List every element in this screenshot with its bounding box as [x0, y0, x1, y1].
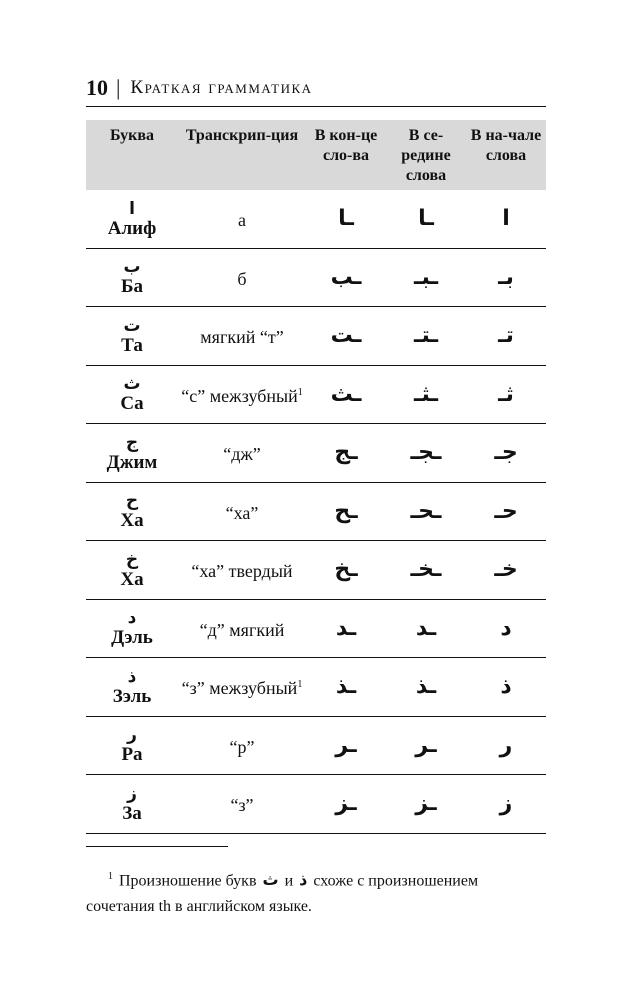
transcription: “р” [229, 736, 255, 757]
letter-name: Алиф [107, 217, 157, 239]
footnote-text-before: Произношение букв [119, 872, 257, 890]
medial-form: ـر [415, 732, 437, 758]
transcription-cell [178, 323, 306, 348]
letter-name: Ха [120, 510, 144, 532]
running-header [86, 70, 546, 107]
arabic-letter: ر [127, 725, 137, 746]
letter-name: За [122, 802, 142, 824]
initial-form: بـ [498, 264, 514, 290]
transcription: мягкий “т” [200, 327, 284, 348]
footnote-letter-zel: ذ [299, 870, 308, 890]
footnote [86, 864, 548, 920]
letter-cell [86, 199, 178, 239]
header-initial: В на-чале слова [470, 127, 542, 164]
arabic-letter: ج [125, 432, 139, 453]
initial-form: ثـ [498, 381, 514, 407]
transcription-cell [178, 791, 306, 816]
transcription: “ха” [225, 502, 259, 523]
table-row [86, 717, 546, 776]
medial-form: ـز [415, 791, 437, 817]
footnote-text-after: схоже с произношением сочетания th в английском языке. [86, 872, 479, 916]
footnote-rule [86, 846, 228, 847]
table-row [86, 307, 546, 366]
transcription-cell [178, 440, 306, 465]
final-form: ـث [330, 381, 362, 407]
arabic-letter: ث [123, 374, 141, 395]
initial-form: ا [502, 206, 510, 232]
letter-cell [86, 491, 178, 531]
transcription: б [237, 268, 247, 289]
alphabet-table [86, 120, 546, 834]
header-final: В кон-це сло-ва [314, 127, 378, 164]
letter-name: Дэль [111, 627, 153, 649]
table-row [86, 249, 546, 308]
initial-form: ز [499, 791, 513, 817]
arabic-letter: ب [123, 257, 141, 278]
transcription: а [238, 210, 246, 231]
final-form: ـج [334, 440, 358, 466]
letter-name: Ра [121, 744, 143, 766]
table-row [86, 190, 546, 249]
final-form: ـد [335, 615, 357, 641]
medial-form: ـبـ [413, 264, 439, 290]
table-row [86, 658, 546, 717]
arabic-letter: ز [127, 783, 137, 804]
transcription: “з” межзубный [181, 678, 298, 699]
arabic-letter: ذ [127, 666, 137, 687]
letter-name: Ха [120, 568, 144, 590]
initial-form: حـ [494, 498, 518, 524]
initial-form: جـ [494, 440, 518, 466]
table-row [86, 541, 546, 600]
letter-cell [86, 725, 178, 765]
letter-name: Зэль [112, 685, 152, 707]
header-medial: В се-редине слова [401, 127, 451, 184]
transcription-cell [178, 674, 306, 699]
transcription-cell [178, 265, 306, 290]
table-header [86, 120, 546, 190]
transcription: “дж” [223, 444, 261, 465]
transcription-cell [178, 206, 306, 231]
table-row [86, 600, 546, 659]
medial-form: ـثـ [413, 381, 439, 407]
medial-form: ـجـ [410, 440, 442, 466]
table-body [86, 190, 546, 834]
initial-form: خـ [494, 557, 518, 583]
initial-form: ذ [500, 674, 512, 700]
final-form: ـب [330, 264, 362, 290]
final-form: ـت [330, 323, 362, 349]
footnote-mark: 1 [108, 871, 113, 882]
initial-form: د [500, 615, 512, 641]
letter-name: Та [121, 334, 143, 356]
final-form: ـا [338, 206, 354, 232]
transcription: “з” [230, 795, 254, 816]
transcription-cell [178, 499, 306, 524]
footnote-letter-sa: ث [262, 870, 279, 890]
letter-cell [86, 667, 178, 707]
medial-form: ـد [415, 615, 437, 641]
letter-name: Ба [120, 276, 144, 298]
transcription-cell [178, 382, 306, 407]
footnote-conj: и [284, 872, 294, 890]
letter-cell [86, 433, 178, 473]
letter-cell [86, 608, 178, 648]
header-letter: Буква [109, 127, 155, 144]
initial-form: ر [499, 732, 513, 758]
arabic-letter: د [127, 608, 137, 629]
header-separator: | [116, 75, 121, 100]
transcription-cell [178, 616, 306, 641]
final-form: ـر [335, 732, 357, 758]
footnote-ref: 1 [297, 679, 303, 691]
letter-cell [86, 257, 178, 297]
table-row [86, 775, 546, 834]
table-row [86, 424, 546, 483]
letter-name: Са [120, 393, 144, 415]
final-form: ـذ [335, 674, 357, 700]
table-row [86, 483, 546, 542]
medial-form: ـا [418, 206, 434, 232]
medial-form: ـتـ [413, 323, 439, 349]
letter-cell [86, 316, 178, 356]
arabic-letter: ح [125, 491, 139, 512]
transcription: “д” мягкий [199, 619, 285, 640]
table-row [86, 366, 546, 425]
medial-form: ـحـ [410, 498, 442, 524]
transcription-cell [178, 557, 306, 582]
letter-cell [86, 784, 178, 824]
letter-cell [86, 550, 178, 590]
transcription: “с” межзубный [181, 385, 298, 406]
arabic-letter: ا [129, 198, 135, 219]
header-transcription: Транскрип-ция [185, 127, 299, 144]
transcription: “ха” твердый [191, 561, 293, 582]
letter-cell [86, 374, 178, 414]
page-number: 10 [86, 75, 108, 100]
running-title: Краткая грамматика [130, 77, 313, 98]
initial-form: تـ [498, 323, 514, 349]
arabic-letter: ت [123, 315, 141, 336]
letter-name: Джим [106, 451, 158, 473]
medial-form: ـذ [415, 674, 437, 700]
medial-form: ـخـ [410, 557, 442, 583]
transcription-cell [178, 733, 306, 758]
final-form: ـز [335, 791, 357, 817]
final-form: ـخ [334, 557, 358, 583]
footnote-ref: 1 [297, 386, 303, 398]
arabic-letter: خ [125, 549, 139, 570]
final-form: ـح [334, 498, 358, 524]
